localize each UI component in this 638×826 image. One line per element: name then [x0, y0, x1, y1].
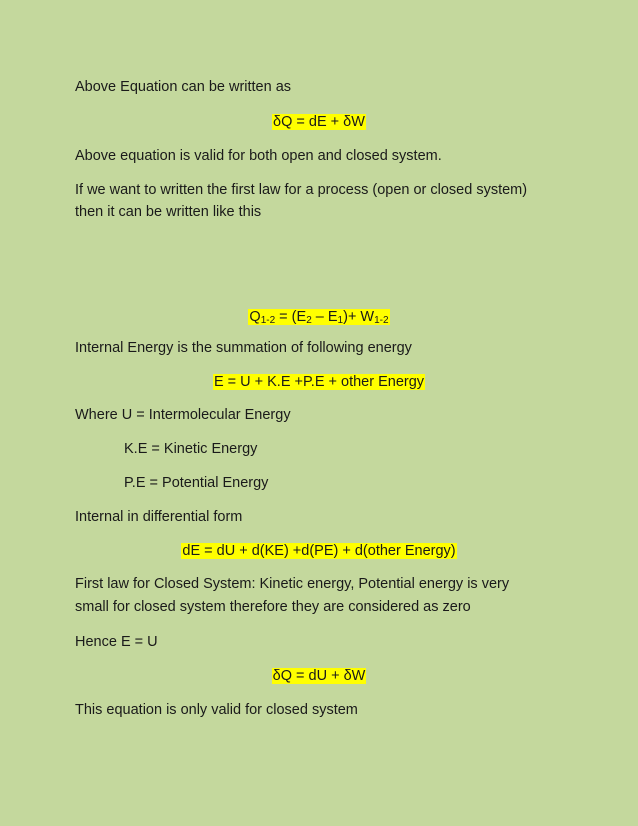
eq-e2-subscript: 2 — [306, 315, 312, 326]
closed-only-text: This equation is only valid for closed system — [75, 702, 358, 718]
eq-q-subscript: 1-2 — [260, 315, 276, 326]
first-law-text-line2: then it can be written like this — [75, 204, 262, 220]
equation-energy-sum — [0, 373, 638, 391]
equation-first-law — [0, 113, 638, 131]
hence-text: Hence E = U — [75, 634, 158, 650]
equation-closed — [0, 667, 638, 685]
internal-energy-text: Internal Energy is the summation of following energy — [75, 340, 412, 356]
eq-q: Q — [249, 309, 261, 325]
valid-both-text: Above equation is valid for both open and closed system. — [75, 148, 442, 164]
eq-part1: = (E — [275, 309, 307, 325]
potential-energy-text: P.E = Potential Energy — [124, 475, 269, 491]
closed-system-text-line1: First law for Closed System: Kinetic energy, Potential energy is very — [75, 576, 510, 592]
equation-energy-sum-text: E = U + K.E +P.E + other Energy — [213, 374, 425, 390]
equation-process — [0, 308, 638, 330]
eq-w-subscript: 1-2 — [374, 315, 389, 326]
closed-system-text-line2: small for closed system therefore they are considered as zero — [75, 599, 471, 615]
where-u-text: Where U = Intermolecular Energy — [75, 407, 291, 423]
first-law-text-line1: If we want to written the first law for a process (open or closed system) — [75, 182, 528, 198]
internal-diff-text: Internal in differential form — [75, 509, 243, 525]
equation-process-text — [248, 309, 389, 325]
equation-differential-text: dE = dU + d(KE) +d(PE) + d(other Energy) — [182, 543, 456, 559]
eq-part2: – E — [311, 309, 338, 325]
eq-e1-subscript: 1 — [337, 315, 344, 326]
eq-part3: )+ W — [343, 309, 375, 325]
equation-first-law-text: δQ = dE + δW — [273, 114, 365, 130]
intro-text: Above Equation can be written as — [75, 79, 292, 95]
equation-differential — [0, 542, 638, 560]
equation-closed-text: δQ = dU + δW — [272, 668, 366, 684]
kinetic-energy-text: K.E = Kinetic Energy — [124, 441, 258, 457]
